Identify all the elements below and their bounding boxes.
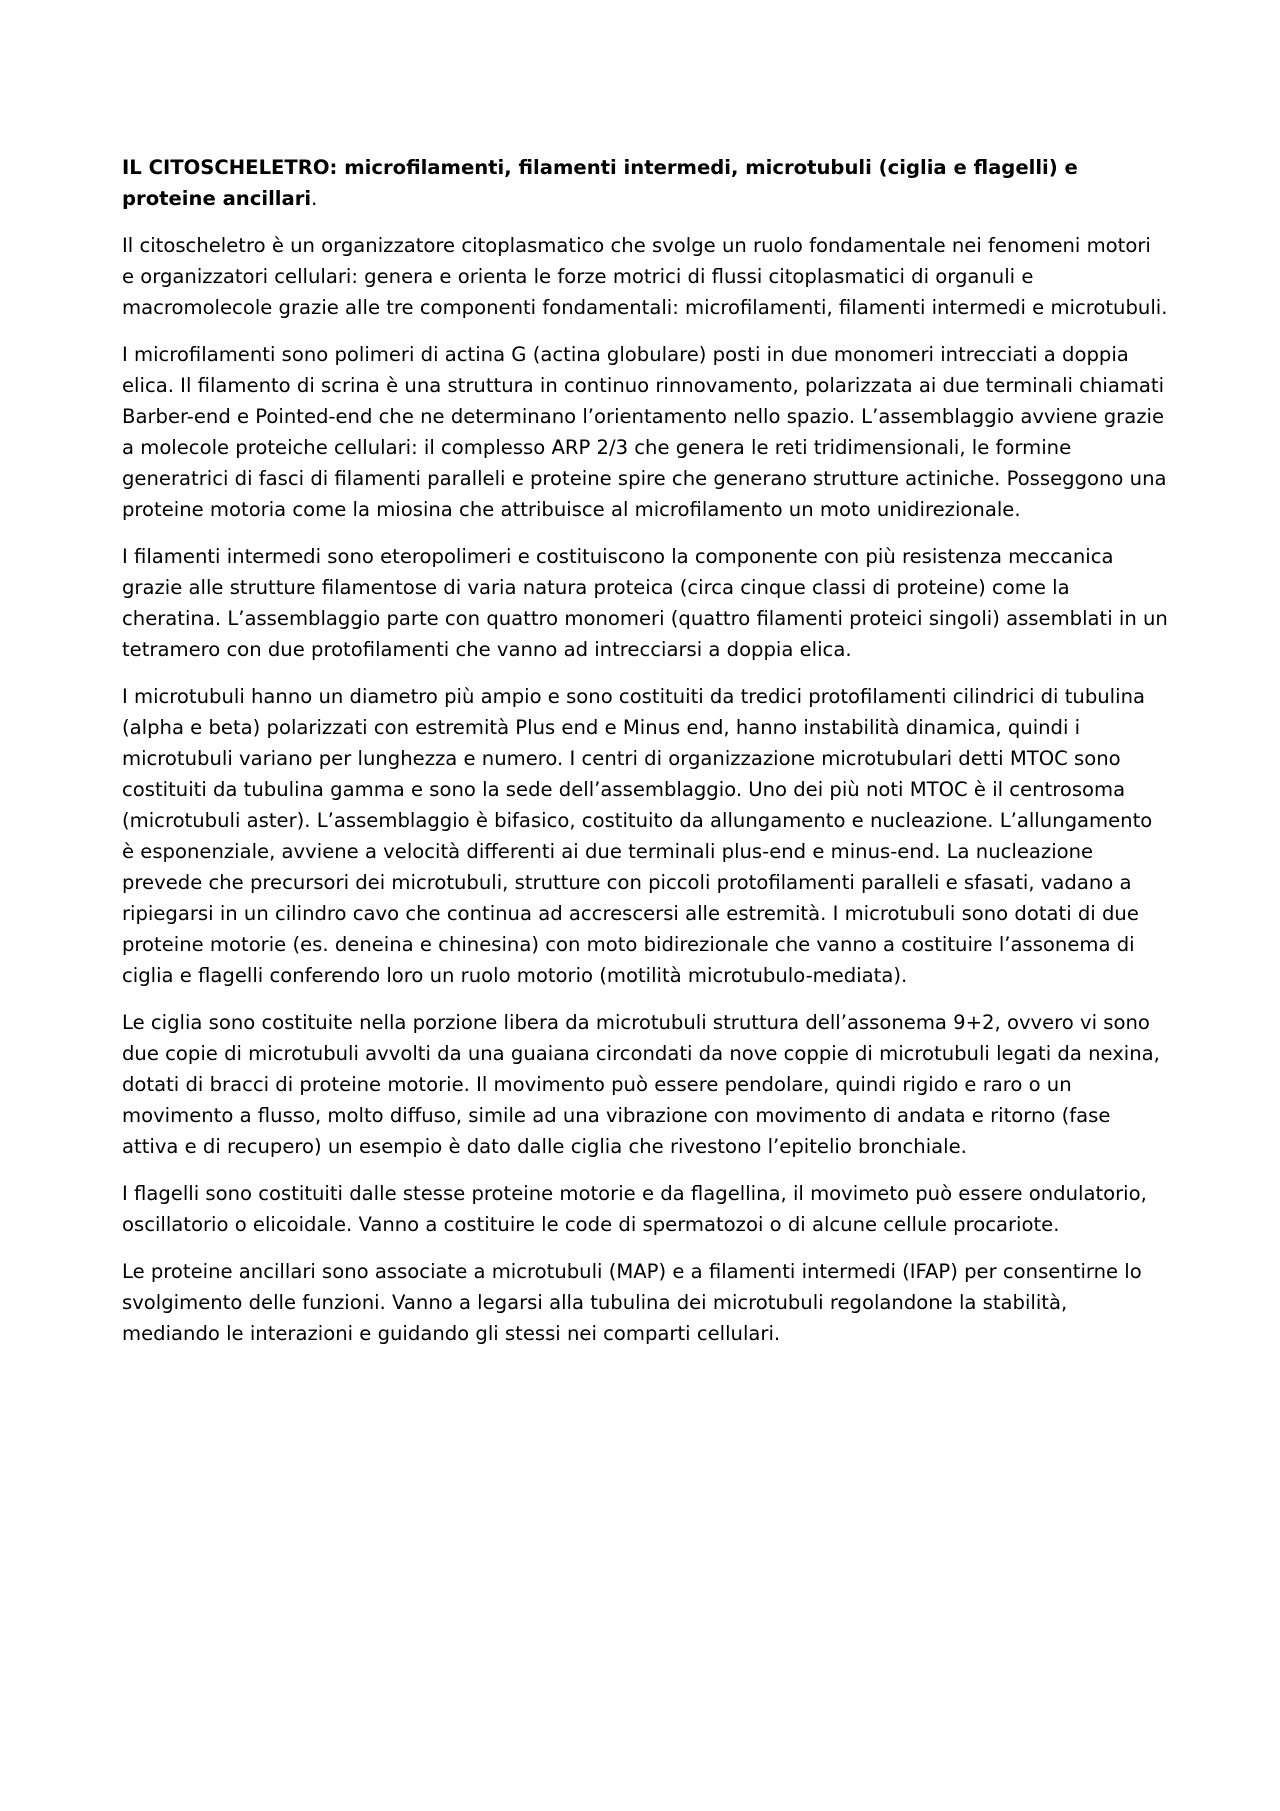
paragraph-microtubuli: I microtubuli hanno un diametro più ampio e sono costituiti da tredici protofilamenti cilindrici di tubulina (alpha e beta) polarizzati con estremità Plus end e Minus end, hanno instabilità dinamica, quindi i microtubuli variano per lunghezza e numero. I centri di organizzazione microtubulari detti MTOC sono costituiti da tubulina gamma e sono la sede dell’assemblaggio. Uno dei più noti MTOC è il centrosoma (microtubuli aster). L’assemblaggio è bifasico, costituito da allungamento e nucleazione. L’allungamento è esponenziale, avviene a velocità differenti ai due terminali plus-end e minus-end. La nucleazione prevede che precursori dei microtubuli, strutture con piccoli protofilamenti paralleli e sfasati, vadano a ripiegarsi in un cilindro cavo che continua ad accrescersi alle estremità. I microtubuli sono dotati di due proteine motorie (es. deneina e chinesina) con moto bidirezionale che vanno a costituire l’assonema di ciglia e flagelli conferendo loro un ruolo motorio (motilità microtubulo-mediata). [122, 685, 1153, 987]
paragraph-ciglia: Le ciglia sono costituite nella porzione libera da microtubuli struttura dell’assonema 9+2, ovvero vi sono due copie di microtubuli avvolti da una guaiana circondati da nove coppie di microtubuli legati da nexina, dotati di bracci di proteine motorie. Il movimento può essere pendolare, quindi rigido e raro o un movimento a flusso, molto diffuso, simile ad una vibrazione con movimento di andata e ritorno (fase attiva e di recupero) un esempio è dato dalle ciglia che rivestono l’epitelio bronchiale. [122, 1011, 1160, 1158]
paragraph-microfilamenti: I microfilamenti sono polimeri di actina G (actina globulare) posti in due monomeri intrecciati a doppia elica. Il filamento di scrina è una struttura in continuo rinnovamento, polarizzata ai due terminali chiamati Barber-end e Pointed-end che ne determinano l’orientamento nello spazio. L’assemblaggio avviene grazie a molecole proteiche cellulari: il complesso ARP 2/3 che genera le reti tridimensionali, le formine generatrici di fasci di filamenti paralleli e proteine spire che generano strutture actiniche. Posseggono una proteine motoria come la miosina che attribuisce al microfilamento un moto unidirezionale. [122, 343, 1167, 521]
document-title-period: . [311, 187, 318, 210]
document-body [122, 152, 1168, 1365]
paragraph-intro: Il citoscheletro è un organizzatore citoplasmatico che svolge un ruolo fondamentale nei fenomeni motori e organizzatori cellulari: genera e orienta le forze motrici di flussi citoplasmatici di organuli e macromolecole grazie alle tre componenti fondamentali: microfilamenti, filamenti intermedi e microtubuli. [122, 234, 1168, 319]
paragraph-flagelli: I flagelli sono costituiti dalle stesse proteine motorie e da flagellina, il movimeto può essere ondulatorio, oscillatorio o elicoidale. Vanno a costituire le code di spermatozoi o di alcune cellule procariote. [122, 1182, 1147, 1236]
paragraph-filamenti-intermedi: I filamenti intermedi sono eteropolimeri e costituiscono la componente con più resistenza meccanica grazie alle strutture filamentose di varia natura proteica (circa cinque classi di proteine) come la cheratina. L’assemblaggio parte con quattro monomeri (quattro filamenti proteici singoli) assemblati in un tetramero con due protofilamenti che vanno ad intrecciarsi a doppia elica. [122, 545, 1168, 661]
document-title-bold: IL CITOSCHELETRO: microfilamenti, filamenti intermedi, microtubuli (ciglia e flagelli) e proteine ancillari [122, 156, 1078, 210]
document-title [122, 152, 1168, 214]
paragraph-proteine-ancillari: Le proteine ancillari sono associate a microtubuli (MAP) e a filamenti intermedi (IFAP) per consentirne lo svolgimento delle funzioni. Vanno a legarsi alla tubulina dei microtubuli regolandone la stabilità, mediando le interazioni e guidando gli stessi nei comparti cellulari. [122, 1260, 1142, 1345]
